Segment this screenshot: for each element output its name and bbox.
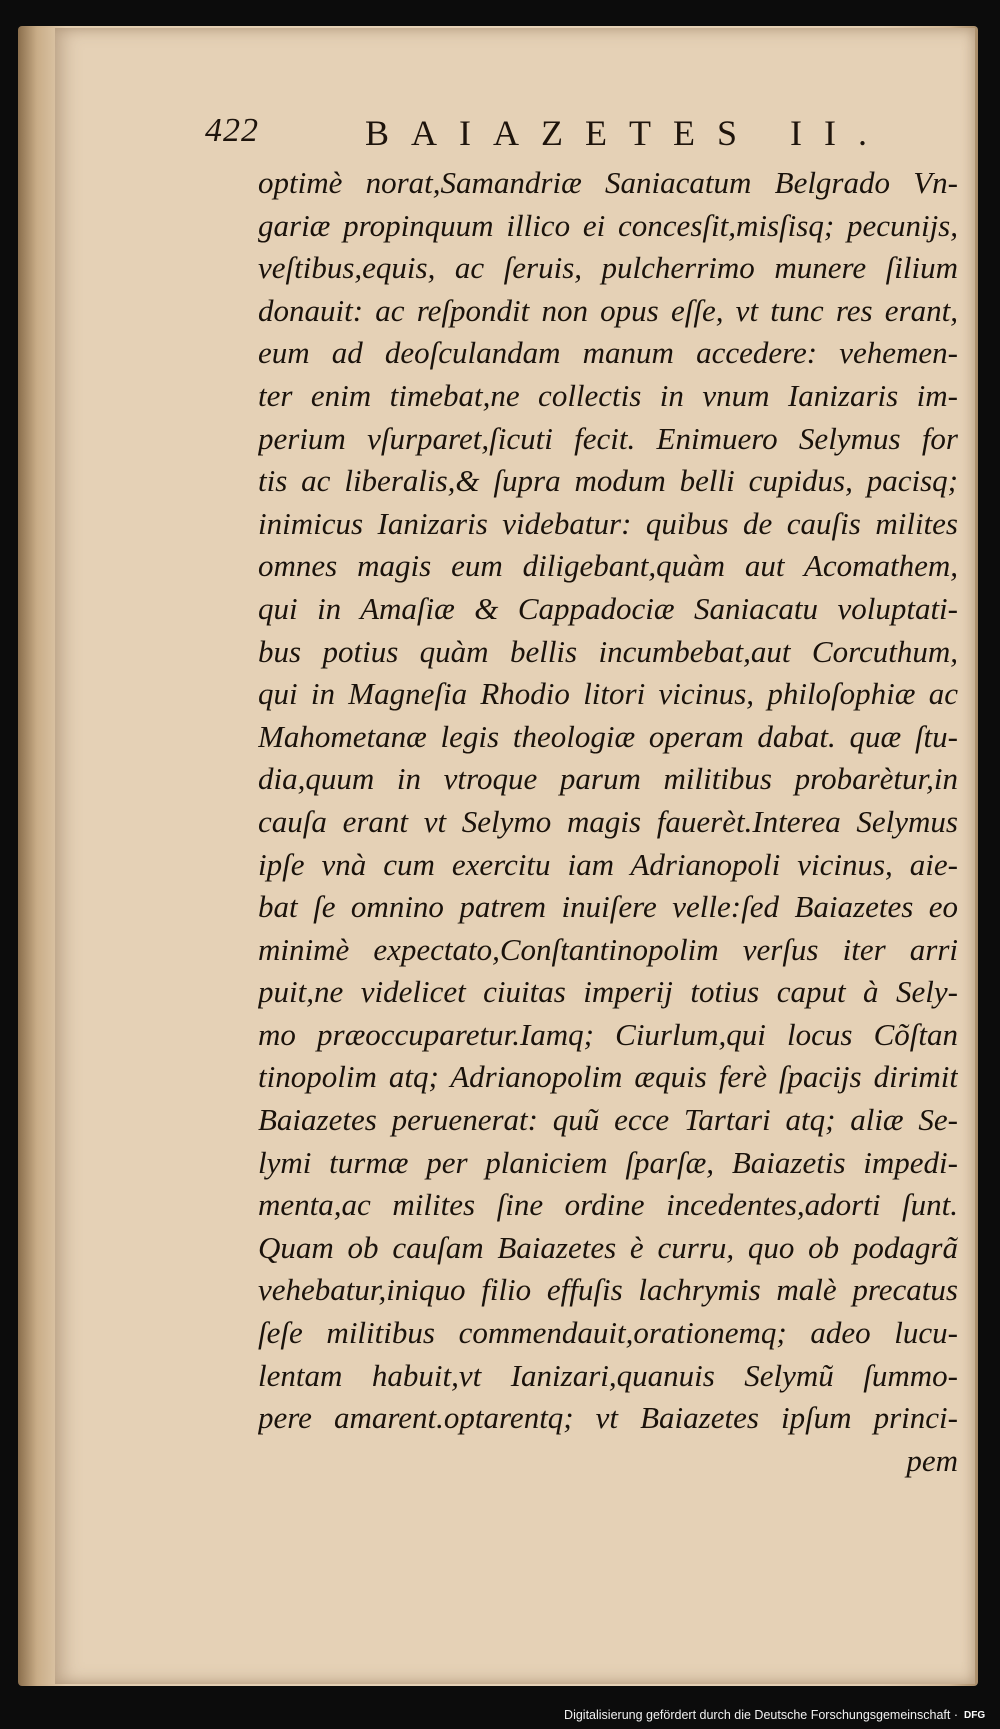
text-line: eum ad deoſculandam manum accedere: vehemen- <box>258 335 958 371</box>
text-line: Mahometanæ legis theologiæ operam dabat. quæ ſtu- <box>258 718 958 754</box>
footer-bar <box>0 1701 1000 1729</box>
text-line: perium vſurparet,ſicuti fecit. Enimuero Selymus for <box>258 420 958 456</box>
text-line: inimicus Ianizaris videbatur: quibus de cauſis milites <box>258 505 958 541</box>
text-line: optimè norat,Samandriæ Saniacatum Belgrado Vn- <box>258 165 958 200</box>
text-line: menta,ac milites ſine ordine incedentes,adorti ſunt. <box>258 1187 958 1223</box>
text-line: mo præoccuparetur.Iamq; Ciurlum,qui locus Cõſtan <box>258 1016 958 1052</box>
text-line: bus potius quàm bellis incumbebat,aut Corcuthum, <box>258 633 958 669</box>
text-line: minimè expectato,Conſtantinopolim verſus iter arri <box>258 931 958 967</box>
text-line: cauſa erant vt Selymo magis fauerèt.Interea Selymus <box>258 803 958 839</box>
text-line: vehebatur,iniquo filio effuſis lachrymis malè precatus <box>258 1272 958 1308</box>
text-line: qui in Magneſia Rhodio litori vicinus, philoſophiæ ac <box>258 676 958 712</box>
text-line: bat ſe omnino patrem inuiſere velle:ſed Baiazetes eo <box>258 889 958 925</box>
text-line: puit,ne videlicet ciuitas imperij totius caput à Sely- <box>258 974 958 1010</box>
text-line: ter enim timebat,ne collectis in vnum Ianizaris im- <box>258 377 958 413</box>
text-line: ipſe vnà cum exercitu iam Adrianopoli vicinus, aie- <box>258 846 958 882</box>
page-header <box>205 102 905 162</box>
digitization-credit: Digitalisierung gefördert durch die Deutsche Forschungsgemeinschaft · <box>564 1708 958 1722</box>
text-line: omnes magis eum diligebant,quàm aut Acomathem, <box>258 548 958 584</box>
page-number: 422 <box>205 112 259 149</box>
text-line: qui in Amaſiæ & Cappadociæ Saniacatu voluptati- <box>258 590 958 626</box>
dfg-logo: DFG <box>964 1710 986 1721</box>
text-line: tis ac liberalis,& ſupra modum belli cupidus, pacisq; <box>258 463 958 499</box>
text-line: donauit: ac reſpondit non opus eſſe, vt tunc res erant, <box>258 292 958 328</box>
text-line: lymi turmæ per planiciem ſparſæ, Baiazetis impedi- <box>258 1144 958 1180</box>
catchword: pem <box>906 1442 958 1478</box>
text-line: dia,quum in vtroque parum militibus probarètur,in <box>258 761 958 797</box>
text-line: lentam habuit,vt Ianizari,quanuis Selymũ ſummo- <box>258 1357 958 1393</box>
text-line: veſtibus,equis, ac ſeruis, pulcherrimo munere ſilium <box>258 250 958 286</box>
running-title: BAIAZETES II. <box>365 113 889 153</box>
text-line: Quam ob cauſam Baiazetes è curru, quo ob podagrã <box>258 1229 958 1265</box>
text-line: pere amarent.optarentq; vt Baiazetes ipſum princi- <box>258 1400 958 1436</box>
text-line: tinopolim atq; Adrianopolim æquis ferè ſpacijs dirimit <box>258 1059 958 1095</box>
text-line: Baiazetes peruenerat: quũ ecce Tartari atq; aliæ Se- <box>258 1102 958 1138</box>
text-line: gariæ propinquum illico ei concesſit,misſisq; pecunijs, <box>258 207 958 243</box>
body-text <box>258 162 958 1482</box>
text-line: ſeſe militibus commendauit,orationemq; adeo lucu- <box>258 1315 958 1351</box>
